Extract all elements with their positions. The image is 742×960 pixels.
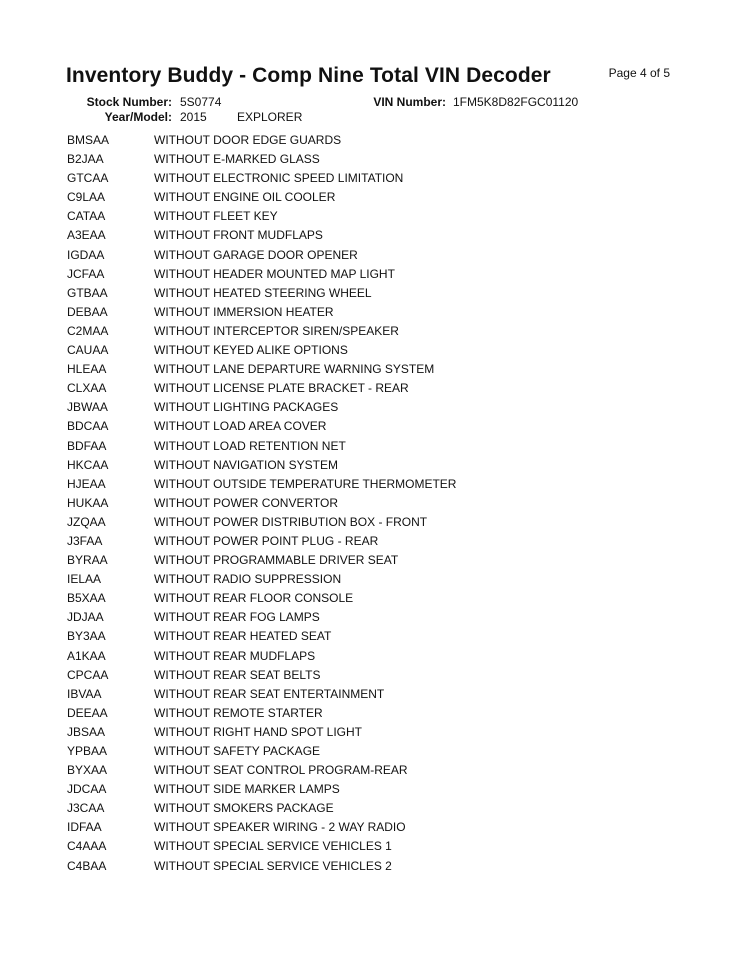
- option-code: C2MAA: [67, 323, 109, 338]
- vin-number-value: 1FM5K8D82FGC01120: [453, 95, 579, 109]
- option-description: WITHOUT LOAD AREA COVER: [154, 419, 327, 434]
- option-description: WITHOUT IMMERSION HEATER: [154, 304, 334, 319]
- option-code: C4BAA: [67, 858, 107, 873]
- option-row: [0, 169, 742, 188]
- option-code: C4AAA: [67, 839, 107, 854]
- option-code: J3CAA: [67, 801, 105, 816]
- option-code: BYXAA: [67, 763, 108, 778]
- model-value: EXPLORER: [237, 110, 303, 124]
- option-row: [0, 780, 742, 799]
- option-code: BDCAA: [67, 419, 109, 434]
- option-row: [0, 666, 742, 685]
- option-code: JZQAA: [67, 514, 106, 529]
- option-code: HKCAA: [67, 457, 109, 472]
- option-code: A3EAA: [67, 228, 106, 243]
- option-row: [0, 551, 742, 570]
- option-code: CAUAA: [67, 343, 109, 358]
- option-description: WITHOUT E-MARKED GLASS: [154, 152, 320, 167]
- option-description: WITHOUT SPECIAL SERVICE VEHICLES 2: [154, 858, 392, 873]
- option-description: WITHOUT GARAGE DOOR OPENER: [154, 247, 358, 262]
- option-description: WITHOUT POWER POINT PLUG - REAR: [154, 533, 379, 548]
- option-row: [0, 398, 742, 417]
- option-description: WITHOUT REMOTE STARTER: [154, 705, 323, 720]
- option-description: WITHOUT SAFETY PACKAGE: [154, 744, 321, 758]
- page-number: Page 4 of 5: [608, 66, 670, 80]
- option-row: [0, 589, 742, 608]
- option-row: [0, 456, 742, 475]
- option-row: [0, 513, 742, 532]
- option-description: WITHOUT KEYED ALIKE OPTIONS: [154, 343, 348, 358]
- option-row: [0, 284, 742, 303]
- option-description: WITHOUT POWER CONVERTOR: [154, 495, 339, 510]
- option-row: [0, 207, 742, 226]
- option-row: [0, 627, 742, 646]
- year-value: 2015: [180, 110, 207, 124]
- option-code: A1KAA: [67, 648, 106, 663]
- option-row: [0, 379, 742, 398]
- option-code: BYRAA: [67, 553, 108, 568]
- option-row: [0, 475, 742, 494]
- option-description: WITHOUT SPEAKER WIRING - 2 WAY RADIO: [154, 820, 406, 835]
- stock-number-value: 5S0774: [180, 95, 222, 109]
- option-row: [0, 761, 742, 780]
- option-code: BMSAA: [67, 133, 110, 147]
- option-description: WITHOUT OUTSIDE TEMPERATURE THERMOMETER: [154, 476, 457, 491]
- option-row: [0, 608, 742, 627]
- option-description: WITHOUT REAR SEAT BELTS: [154, 667, 321, 682]
- option-code: IELAA: [67, 572, 102, 587]
- option-description: WITHOUT SEAT CONTROL PROGRAM-REAR: [154, 763, 408, 778]
- option-description: WITHOUT LICENSE PLATE BRACKET - REAR: [154, 381, 409, 396]
- option-description: WITHOUT RIGHT HAND SPOT LIGHT: [154, 724, 363, 739]
- option-row: [0, 647, 742, 666]
- option-code: DEEAA: [67, 705, 108, 720]
- option-row: [0, 818, 742, 837]
- option-code: IGDAA: [67, 247, 105, 262]
- option-code: IDFAA: [67, 820, 102, 835]
- option-description: WITHOUT FRONT MUDFLAPS: [154, 228, 323, 243]
- year-model-label: Year/Model:: [104, 110, 172, 124]
- option-row: [0, 265, 742, 284]
- page-title: Inventory Buddy - Comp Nine Total VIN Decoder: [66, 64, 551, 87]
- option-code: HLEAA: [67, 362, 107, 377]
- option-row: [0, 437, 742, 456]
- option-row: [0, 303, 742, 322]
- option-code: HJEAA: [67, 476, 106, 491]
- option-code: DEBAA: [67, 304, 108, 319]
- option-row: [0, 704, 742, 723]
- option-description: WITHOUT REAR FLOOR CONSOLE: [154, 591, 354, 606]
- option-code: BY3AA: [67, 629, 106, 644]
- option-description: WITHOUT LIGHTING PACKAGES: [154, 400, 339, 415]
- option-code: JDCAA: [67, 782, 107, 797]
- option-code: GTCAA: [67, 171, 109, 186]
- option-description: WITHOUT SIDE MARKER LAMPS: [154, 782, 340, 797]
- option-code: JCFAA: [67, 266, 105, 281]
- option-row: [0, 131, 742, 150]
- option-code: JBSAA: [67, 724, 106, 739]
- option-row: [0, 150, 742, 169]
- option-row: [0, 799, 742, 818]
- option-code: YPBAA: [67, 744, 108, 758]
- option-description: WITHOUT ELECTRONIC SPEED LIMITATION: [154, 171, 404, 186]
- option-description: WITHOUT ENGINE OIL COOLER: [154, 190, 336, 205]
- option-description: WITHOUT NAVIGATION SYSTEM: [154, 457, 339, 472]
- option-description: WITHOUT FLEET KEY: [154, 209, 278, 224]
- option-code: GTBAA: [67, 285, 108, 300]
- option-row: [0, 417, 742, 436]
- option-code: CATAA: [67, 209, 106, 224]
- option-code: B5XAA: [67, 591, 106, 606]
- option-code: BDFAA: [67, 438, 107, 453]
- option-description: WITHOUT INTERCEPTOR SIREN/SPEAKER: [154, 323, 399, 338]
- option-row: [0, 494, 742, 513]
- option-description: WITHOUT HEADER MOUNTED MAP LIGHT: [154, 266, 395, 281]
- option-row: [0, 532, 742, 551]
- option-row: [0, 837, 742, 856]
- option-code: JDJAA: [67, 610, 104, 625]
- option-description: WITHOUT POWER DISTRIBUTION BOX - FRONT: [154, 514, 428, 529]
- option-description: WITHOUT SPECIAL SERVICE VEHICLES 1: [154, 839, 392, 854]
- option-row: [0, 226, 742, 245]
- option-description: WITHOUT REAR MUDFLAPS: [154, 648, 316, 663]
- vin-number-label: VIN Number:: [373, 95, 446, 109]
- option-description: WITHOUT REAR HEATED SEAT: [154, 629, 332, 644]
- option-row: [0, 742, 742, 761]
- stock-number-label: Stock Number:: [86, 95, 172, 109]
- option-description: WITHOUT DOOR EDGE GUARDS: [154, 133, 342, 147]
- option-description: WITHOUT HEATED STEERING WHEEL: [154, 285, 372, 300]
- option-description: WITHOUT REAR FOG LAMPS: [154, 610, 320, 625]
- option-row: [0, 723, 742, 742]
- option-row: [0, 246, 742, 265]
- option-row: [0, 360, 742, 379]
- option-code: C9LAA: [67, 190, 106, 205]
- option-description: WITHOUT RADIO SUPPRESSION: [154, 572, 342, 587]
- option-list: [0, 131, 742, 876]
- option-row: [0, 322, 742, 341]
- option-code: JBWAA: [67, 400, 108, 415]
- option-description: WITHOUT SMOKERS PACKAGE: [154, 801, 334, 816]
- option-row: [0, 685, 742, 704]
- option-code: IBVAA: [67, 686, 102, 701]
- option-description: WITHOUT PROGRAMMABLE DRIVER SEAT: [154, 553, 399, 568]
- option-code: B2JAA: [67, 152, 104, 167]
- option-row: [0, 188, 742, 207]
- option-code: CLXAA: [67, 381, 107, 396]
- option-description: WITHOUT LOAD RETENTION NET: [154, 438, 346, 453]
- option-row: [0, 570, 742, 589]
- option-code: J3FAA: [67, 533, 103, 548]
- option-row: [0, 857, 742, 876]
- option-description: WITHOUT REAR SEAT ENTERTAINMENT: [154, 686, 385, 701]
- option-description: WITHOUT LANE DEPARTURE WARNING SYSTEM: [154, 362, 435, 377]
- option-row: [0, 341, 742, 360]
- option-code: HUKAA: [67, 495, 109, 510]
- option-code: CPCAA: [67, 667, 109, 682]
